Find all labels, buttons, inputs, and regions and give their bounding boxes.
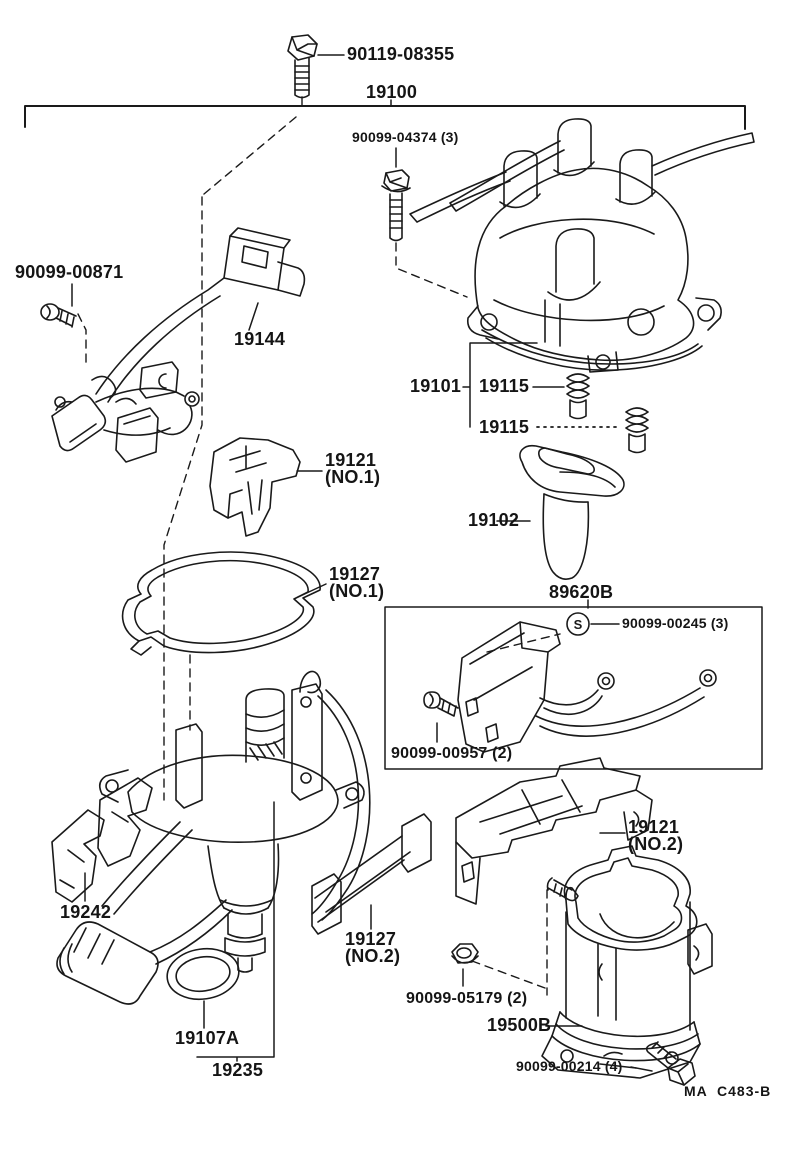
callout-gasket1 — [329, 566, 384, 600]
callout-gasket1-number: 19127 — [329, 564, 381, 584]
left-screw-drawing — [41, 304, 76, 327]
callout-clamp2-number: 19121 — [628, 817, 680, 837]
distributor-cap-drawing — [410, 119, 754, 372]
callout-o-ring: 19107A — [175, 1028, 240, 1048]
cap-clamp1-drawing — [210, 438, 300, 536]
callout-igniter-box: 89620B — [549, 582, 614, 602]
callout-gasket1-position: (NO.1) — [329, 581, 385, 601]
callout-clamp2-position: (NO.2) — [628, 834, 684, 854]
top-bolt-drawing — [288, 35, 317, 98]
grip-drawing — [52, 778, 152, 902]
callout-lead-wire: 19144 — [234, 329, 286, 349]
callout-ignition-coil: 19500B — [487, 1015, 552, 1035]
s-marker-text: S — [573, 617, 583, 632]
coil-clamp-drawing — [456, 758, 652, 904]
callout-coil-nut: 90099-05179 (2) — [406, 990, 528, 1007]
rotor-drawing — [520, 446, 624, 579]
callout-gasket2 — [345, 931, 400, 965]
callout-clamp1-position: (NO.1) — [325, 467, 381, 487]
callout-rotor: 19102 — [468, 510, 520, 530]
callout-gasket2-position: (NO.2) — [345, 946, 401, 966]
callout-gasket2-number: 19127 — [345, 929, 397, 949]
callout-igniter-screw: 90099-00957 (2) — [391, 745, 513, 762]
distributor-housing-drawing — [100, 671, 370, 972]
cap-bolt-drawing — [382, 170, 410, 241]
coil-nut-drawing — [452, 944, 478, 963]
callout-spring-2: 19115 — [479, 417, 530, 437]
callout-assembly: 19100 — [366, 82, 418, 102]
ignition-coil-drawing — [542, 846, 712, 1078]
callout-coil-bolt: 90099-00214 (4) — [516, 1058, 623, 1074]
callout-igniter-screw-s: 90099-00245 (3) — [622, 615, 729, 631]
callout-left-screw: 90099-00871 — [15, 262, 124, 282]
callout-top-bolt: 90119-08355 — [347, 44, 455, 64]
callout-housing: 19235 — [212, 1060, 264, 1080]
callout-cap-group: 19101 — [410, 376, 462, 396]
callout-clamp1 — [325, 452, 380, 486]
callout-leader-lines — [25, 55, 745, 1071]
callout-clamp1-number: 19121 — [325, 450, 377, 470]
callout-clamp2 — [628, 819, 683, 853]
callout-cap-bolt: 90099-04374 (3) — [352, 129, 459, 145]
page-code: MA C483-B — [684, 1083, 772, 1099]
callout-spring-1: 19115 — [479, 376, 530, 396]
cap-gasket-drawing — [123, 552, 321, 655]
callout-grip: 19242 — [60, 902, 112, 922]
terminal-spring-drawings — [567, 374, 648, 453]
assembly-dashed-lines — [78, 97, 560, 995]
lead-wire-drawing — [96, 228, 304, 402]
